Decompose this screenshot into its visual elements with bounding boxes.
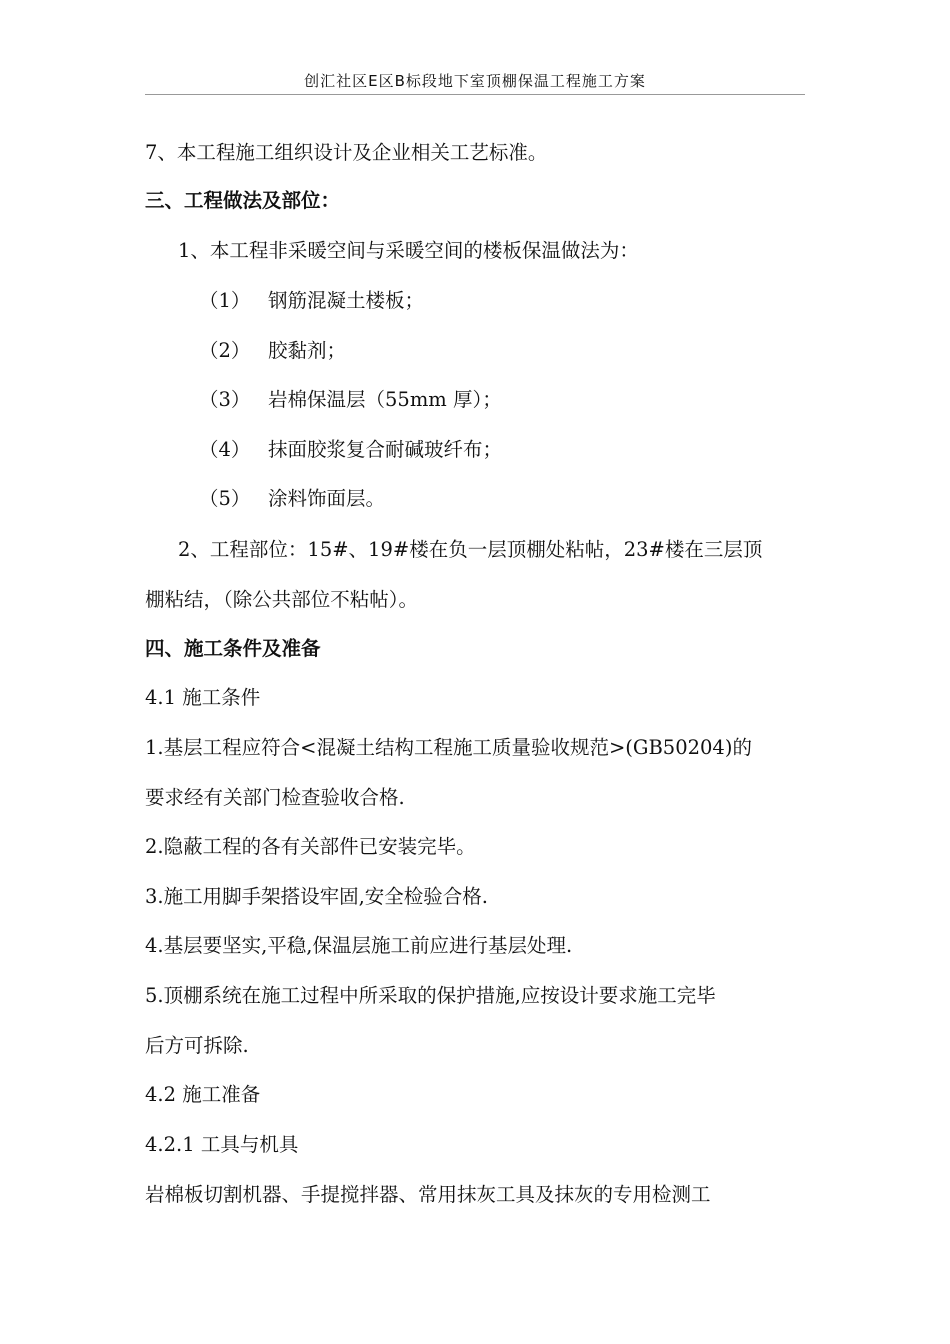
- section-heading-3: 三、工程做法及部位：: [145, 189, 341, 212]
- paragraph-line: 5.顶棚系统在施工过程中所采取的保护措施,应按设计要求施工完毕: [145, 984, 716, 1007]
- paragraph-line: 岩棉板切割机器、手提搅拌器、常用抹灰工具及抹灰的专用检测工: [145, 1183, 711, 1206]
- paragraph-line: 后方可拆除.: [145, 1034, 249, 1057]
- list-item-number: （5）: [199, 487, 251, 510]
- paragraph-line: 1、本工程非采暖空间与采暖空间的楼板保温做法为：: [178, 239, 639, 262]
- subsection-heading: 4.2 施工准备: [145, 1083, 261, 1106]
- paragraph-line: 4.基层要坚实,平稳,保温层施工前应进行基层处理.: [145, 934, 573, 957]
- list-item-text: 钢筋混凝土楼板；: [268, 289, 425, 312]
- list-item-number: （4）: [199, 438, 251, 461]
- page-header: 创汇社区E区B标段地下室顶棚保温工程施工方案: [304, 72, 646, 90]
- subsection-heading: 4.2.1 工具与机具: [145, 1133, 299, 1156]
- list-item-text: 岩棉保温层（55mm 厚）；: [268, 388, 502, 411]
- list-item-number: （2）: [199, 339, 251, 362]
- paragraph-line: 2.隐蔽工程的各有关部件已安装完毕。: [145, 835, 476, 858]
- paragraph-line: 3.施工用脚手架搭设牢固,安全检验合格.: [145, 885, 489, 908]
- list-item-text: 抹面胶浆复合耐碱玻纤布；: [268, 438, 503, 461]
- list-item-number: （3）: [199, 388, 251, 411]
- list-item-number: （1）: [199, 289, 251, 312]
- subsection-heading: 4.1 施工条件: [145, 686, 261, 709]
- list-item-text: 涂料饰面层。: [268, 487, 386, 510]
- paragraph-line: 2、工程部位：15#、19#楼在负一层顶棚处粘帖，23#楼在三层顶: [178, 538, 763, 561]
- paragraph-line: 7、本工程施工组织设计及企业相关工艺标准。: [145, 141, 548, 164]
- paragraph-line: 要求经有关部门检查验收合格.: [145, 786, 405, 809]
- section-heading-4: 四、施工条件及准备: [145, 637, 321, 660]
- paragraph-line: 1.基层工程应符合<混凝土结构工程施工质量验收规范>(GB50204)的: [145, 736, 752, 759]
- header-rule: [145, 94, 805, 95]
- paragraph-line: 棚粘结，（除公共部位不粘帖）。: [145, 588, 419, 611]
- list-item-text: 胶黏剂；: [268, 339, 347, 362]
